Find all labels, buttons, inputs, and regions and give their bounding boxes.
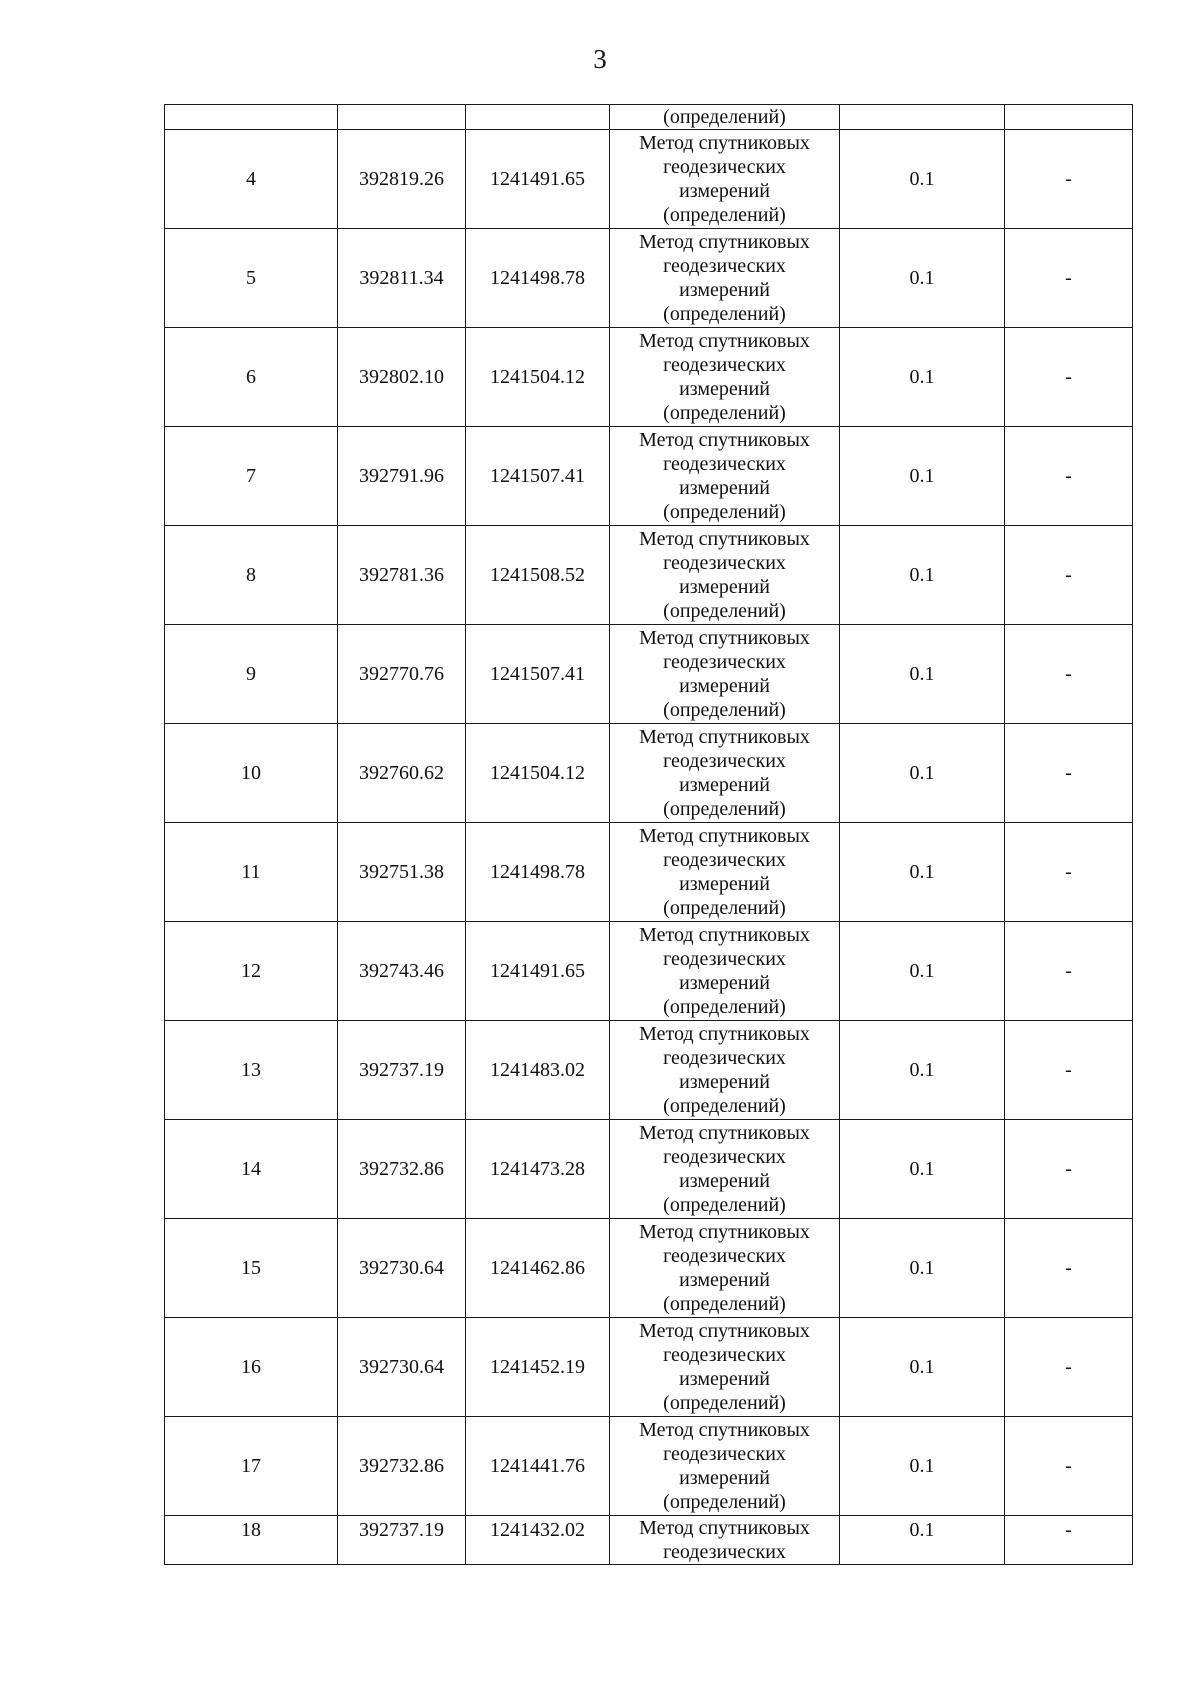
method-line: (определений) — [663, 600, 786, 622]
method-line: геодезических — [663, 750, 786, 772]
table-row — [165, 130, 1133, 229]
note-cell: - — [1005, 823, 1133, 922]
method-line: измерений — [679, 1170, 770, 1192]
y-cell: 1241441.76 — [466, 1417, 610, 1516]
accuracy-cell: 0.1 — [840, 1417, 1005, 1516]
method-line: (определений) — [663, 699, 786, 721]
table-row — [165, 1120, 1133, 1219]
method-line: (определений) — [663, 1095, 786, 1117]
x-cell: 392737.19 — [338, 1021, 466, 1120]
accuracy-cell: 0.1 — [840, 130, 1005, 229]
accuracy-cell: 0.1 — [840, 1120, 1005, 1219]
point-cell: 14 — [165, 1120, 338, 1219]
method-line: измерений — [679, 1071, 770, 1093]
method-cell — [610, 1516, 840, 1565]
method-line: геодезических — [663, 1443, 786, 1465]
method-line: (определений) — [663, 897, 786, 919]
note-cell: - — [1005, 922, 1133, 1021]
point-cell: 16 — [165, 1318, 338, 1417]
method-line: Метод спутниковых — [639, 924, 810, 946]
note-cell: - — [1005, 229, 1133, 328]
method-cell — [610, 724, 840, 823]
method-line: измерений — [679, 279, 770, 301]
note-cell: - — [1005, 1120, 1133, 1219]
point-cell: 9 — [165, 625, 338, 724]
y-cell: 1241498.78 — [466, 229, 610, 328]
method-line: геодезических — [663, 354, 786, 376]
y-cell: 1241491.65 — [466, 130, 610, 229]
method-cell — [610, 625, 840, 724]
note-cell: - — [1005, 328, 1133, 427]
x-cell: 392751.38 — [338, 823, 466, 922]
method-cell — [610, 1219, 840, 1318]
table-row — [165, 724, 1133, 823]
x-cell — [338, 105, 466, 130]
method-cell — [610, 328, 840, 427]
method-line: Метод спутниковых — [639, 627, 810, 649]
page-number: 3 — [593, 44, 607, 74]
point-cell: 8 — [165, 526, 338, 625]
point-cell: 10 — [165, 724, 338, 823]
x-cell: 392770.76 — [338, 625, 466, 724]
method-line: геодезических — [663, 1541, 786, 1563]
table-row-continuation — [165, 105, 1133, 130]
note-cell — [1005, 105, 1133, 130]
note-cell: - — [1005, 526, 1133, 625]
method-line: Метод спутниковых — [639, 231, 810, 253]
y-cell: 1241498.78 — [466, 823, 610, 922]
method-line: измерений — [679, 1467, 770, 1489]
method-cell — [610, 526, 840, 625]
x-cell: 392791.96 — [338, 427, 466, 526]
method-line: геодезических — [663, 1146, 786, 1168]
method-line: измерений — [679, 873, 770, 895]
method-line: измерений — [679, 180, 770, 202]
method-cell — [610, 823, 840, 922]
method-line: (определений) — [663, 501, 786, 523]
note-cell: - — [1005, 1021, 1133, 1120]
x-cell: 392802.10 — [338, 328, 466, 427]
point-cell: 4 — [165, 130, 338, 229]
method-cell: (определений) — [610, 105, 840, 130]
method-line: (определений) — [663, 1293, 786, 1315]
method-line: Метод спутниковых — [639, 330, 810, 352]
x-cell: 392732.86 — [338, 1120, 466, 1219]
y-cell: 1241452.19 — [466, 1318, 610, 1417]
x-cell: 392811.34 — [338, 229, 466, 328]
x-cell: 392781.36 — [338, 526, 466, 625]
method-line: Метод спутниковых — [639, 1517, 810, 1539]
method-line: Метод спутниковых — [639, 1023, 810, 1045]
point-cell: 11 — [165, 823, 338, 922]
point-cell — [165, 105, 338, 130]
method-line: геодезических — [663, 453, 786, 475]
x-cell: 392730.64 — [338, 1318, 466, 1417]
point-cell: 6 — [165, 328, 338, 427]
accuracy-cell: 0.1 — [840, 1318, 1005, 1417]
method-line: (определений) — [663, 798, 786, 820]
method-cell — [610, 1318, 840, 1417]
method-line: геодезических — [663, 1245, 786, 1267]
note-cell: - — [1005, 1417, 1133, 1516]
y-cell: 1241483.02 — [466, 1021, 610, 1120]
method-cell — [610, 130, 840, 229]
point-cell: 5 — [165, 229, 338, 328]
note-cell: - — [1005, 130, 1133, 229]
method-line: измерений — [679, 972, 770, 994]
point-cell: 7 — [165, 427, 338, 526]
method-cell — [610, 1021, 840, 1120]
note-cell: - — [1005, 427, 1133, 526]
y-cell: 1241491.65 — [466, 922, 610, 1021]
point-cell: 15 — [165, 1219, 338, 1318]
y-cell: 1241432.02 — [466, 1516, 610, 1565]
note-cell: - — [1005, 1318, 1133, 1417]
method-cell — [610, 922, 840, 1021]
method-line: измерений — [679, 675, 770, 697]
method-line: Метод спутниковых — [639, 1122, 810, 1144]
method-line: геодезических — [663, 849, 786, 871]
accuracy-cell: 0.1 — [840, 724, 1005, 823]
y-cell: 1241504.12 — [466, 724, 610, 823]
point-cell: 13 — [165, 1021, 338, 1120]
method-line: Метод спутниковых — [639, 825, 810, 847]
method-cell — [610, 1417, 840, 1516]
method-line: измерений — [679, 774, 770, 796]
accuracy-cell: 0.1 — [840, 427, 1005, 526]
method-line: (определений) — [663, 1392, 786, 1414]
y-cell — [466, 105, 610, 130]
method-line: Метод спутниковых — [639, 528, 810, 550]
x-cell: 392819.26 — [338, 130, 466, 229]
method-line: (определений) — [663, 402, 786, 424]
accuracy-cell: 0.1 — [840, 229, 1005, 328]
method-line: геодезических — [663, 156, 786, 178]
y-cell: 1241507.41 — [466, 625, 610, 724]
method-line: Метод спутниковых — [639, 726, 810, 748]
accuracy-cell: 0.1 — [840, 328, 1005, 427]
method-line: Метод спутниковых — [639, 1221, 810, 1243]
method-line: (определений) — [663, 204, 786, 226]
coordinates-table-body — [165, 105, 1133, 1565]
method-cell — [610, 427, 840, 526]
method-line: Метод спутниковых — [639, 132, 810, 154]
method-cell — [610, 229, 840, 328]
method-line: геодезических — [663, 1344, 786, 1366]
method-line: геодезических — [663, 255, 786, 277]
table-row — [165, 823, 1133, 922]
table-row — [165, 526, 1133, 625]
method-line: измерений — [679, 1269, 770, 1291]
table-row — [165, 1021, 1133, 1120]
x-cell: 392743.46 — [338, 922, 466, 1021]
method-line: измерений — [679, 477, 770, 499]
y-cell: 1241508.52 — [466, 526, 610, 625]
table-row — [165, 1417, 1133, 1516]
accuracy-cell: 0.1 — [840, 625, 1005, 724]
accuracy-cell: 0.1 — [840, 1516, 1005, 1565]
x-cell: 392760.62 — [338, 724, 466, 823]
accuracy-cell: 0.1 — [840, 526, 1005, 625]
accuracy-cell: 0.1 — [840, 1021, 1005, 1120]
table-row — [165, 427, 1133, 526]
y-cell: 1241473.28 — [466, 1120, 610, 1219]
x-cell: 392732.86 — [338, 1417, 466, 1516]
table-row — [165, 922, 1133, 1021]
method-line: геодезических — [663, 1047, 786, 1069]
method-line: (определений) — [663, 303, 786, 325]
x-cell: 392737.19 — [338, 1516, 466, 1565]
y-cell: 1241504.12 — [466, 328, 610, 427]
method-line: измерений — [679, 378, 770, 400]
note-cell: - — [1005, 1219, 1133, 1318]
accuracy-cell: 0.1 — [840, 823, 1005, 922]
coordinates-table — [164, 104, 1133, 1565]
point-cell: 18 — [165, 1516, 338, 1565]
method-line: измерений — [679, 576, 770, 598]
method-line: (определений) — [663, 996, 786, 1018]
point-cell: 12 — [165, 922, 338, 1021]
table-row — [165, 328, 1133, 427]
x-cell: 392730.64 — [338, 1219, 466, 1318]
table-row — [165, 1516, 1133, 1565]
method-line: Метод спутниковых — [639, 429, 810, 451]
table-row — [165, 1318, 1133, 1417]
method-line: (определений) — [663, 1491, 786, 1513]
y-cell: 1241462.86 — [466, 1219, 610, 1318]
y-cell: 1241507.41 — [466, 427, 610, 526]
method-cell — [610, 1120, 840, 1219]
accuracy-cell — [840, 105, 1005, 130]
table-row — [165, 229, 1133, 328]
note-cell: - — [1005, 625, 1133, 724]
note-cell: - — [1005, 724, 1133, 823]
method-line: геодезических — [663, 552, 786, 574]
method-line: (определений) — [663, 1194, 786, 1216]
method-line: Метод спутниковых — [639, 1320, 810, 1342]
table-row — [165, 1219, 1133, 1318]
method-line: геодезических — [663, 651, 786, 673]
method-line: геодезических — [663, 948, 786, 970]
table-row — [165, 625, 1133, 724]
method-line: Метод спутниковых — [639, 1419, 810, 1441]
point-cell: 17 — [165, 1417, 338, 1516]
accuracy-cell: 0.1 — [840, 922, 1005, 1021]
accuracy-cell: 0.1 — [840, 1219, 1005, 1318]
method-line: измерений — [679, 1368, 770, 1390]
note-cell: - — [1005, 1516, 1133, 1565]
